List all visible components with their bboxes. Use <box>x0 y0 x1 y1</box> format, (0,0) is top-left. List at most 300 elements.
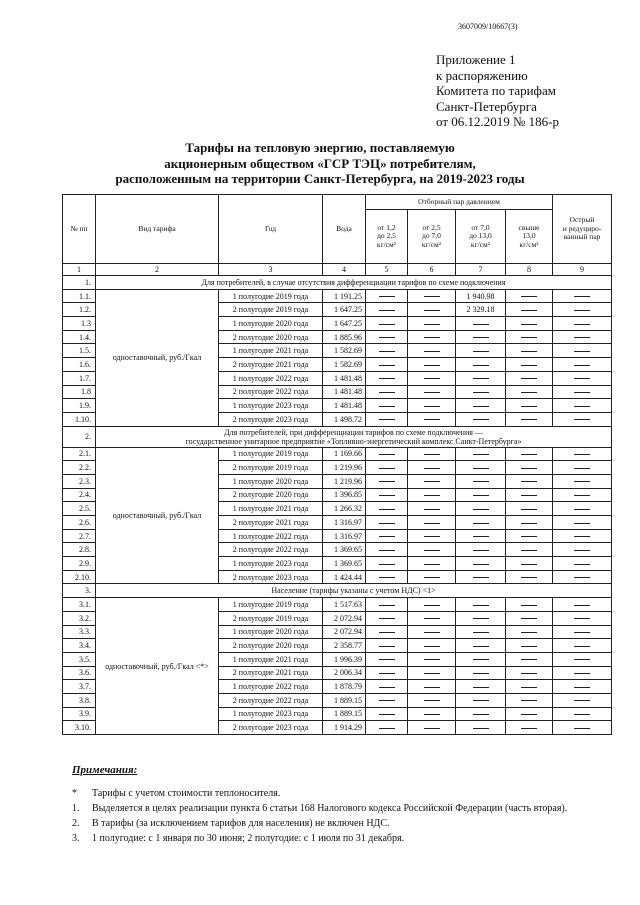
sharp-steam-value <box>553 488 612 502</box>
dash-mark <box>574 378 590 379</box>
steam-p3-value <box>456 474 506 488</box>
steam-p3-value <box>456 721 506 735</box>
row-number: 3.3. <box>63 625 96 639</box>
dash-mark <box>574 728 590 729</box>
steam-p2-value <box>408 652 456 666</box>
dash-mark <box>379 673 395 674</box>
steam-p1-value <box>366 598 408 612</box>
dash-mark <box>521 564 537 565</box>
water-value: 1 481.48 <box>323 371 366 385</box>
p-line: 13,0 <box>522 231 536 241</box>
dash-mark <box>424 351 440 352</box>
dash-mark <box>379 714 395 715</box>
steam-p1-value <box>366 652 408 666</box>
steam-p1-value <box>366 543 408 557</box>
dash-mark <box>473 564 489 565</box>
dash-mark <box>379 296 395 297</box>
water-value: 1 889.15 <box>323 707 366 721</box>
period-cell: 1 полугодие 2020 года <box>219 474 323 488</box>
water-value: 1 369.65 <box>323 543 366 557</box>
period-cell: 1 полугодие 2022 года <box>219 529 323 543</box>
steam-p2-value <box>408 598 456 612</box>
section-number: 2. <box>63 426 96 447</box>
notes-list <box>72 786 567 846</box>
water-value: 1 369.65 <box>323 557 366 571</box>
dash-mark <box>379 337 395 338</box>
steam-p2-value <box>408 516 456 530</box>
steam-p2-value <box>408 543 456 557</box>
period-cell: 1 полугодие 2019 года <box>219 598 323 612</box>
steam-p3-value <box>456 543 506 557</box>
section-heading-row <box>63 584 612 598</box>
column-number-row <box>63 264 612 276</box>
col-number: 5 <box>366 264 408 276</box>
period-cell: 2 полугодие 2022 года <box>219 693 323 707</box>
dash-mark <box>574 495 590 496</box>
dash-mark <box>574 632 590 633</box>
tariff-row <box>63 598 612 612</box>
dash-mark <box>424 523 440 524</box>
steam-p2-value <box>408 570 456 584</box>
dash-mark <box>424 632 440 633</box>
water-value: 2 072.94 <box>323 625 366 639</box>
note-item <box>72 816 567 831</box>
steam-p2-value <box>408 474 456 488</box>
period-cell: 1 полугодие 2020 года <box>219 625 323 639</box>
dash-mark <box>473 618 489 619</box>
dash-mark <box>379 550 395 551</box>
row-number: 3.8. <box>63 693 96 707</box>
sharp-steam-value <box>553 330 612 344</box>
sharp-steam-value <box>553 303 612 317</box>
steam-p4-value <box>506 666 553 680</box>
steam-p1-value <box>366 488 408 502</box>
steam-p4-value <box>506 330 553 344</box>
row-number: 2.10. <box>63 570 96 584</box>
steam-p3-value <box>456 317 506 331</box>
dash-mark <box>473 365 489 366</box>
steam-p2-value <box>408 625 456 639</box>
dash-mark <box>424 618 440 619</box>
steam-p3-value <box>456 625 506 639</box>
row-number: 1.10. <box>63 412 96 426</box>
col-number: 4 <box>323 264 366 276</box>
period-cell: 2 полугодие 2021 года <box>219 666 323 680</box>
steam-p4-value <box>506 412 553 426</box>
steam-p3-value <box>456 488 506 502</box>
water-value: 1 517.63 <box>323 598 366 612</box>
dash-mark <box>521 351 537 352</box>
dash-mark <box>379 700 395 701</box>
steam-p2-value <box>408 680 456 694</box>
steam-p2-value <box>408 385 456 399</box>
dash-mark <box>473 481 489 482</box>
steam-p4-value <box>506 625 553 639</box>
steam-p4-value <box>506 289 553 303</box>
dash-mark <box>521 687 537 688</box>
steam-p4-value <box>506 303 553 317</box>
steam-p3-value <box>456 344 506 358</box>
dash-mark <box>379 310 395 311</box>
row-number: 2.6. <box>63 516 96 530</box>
water-value: 1 498.72 <box>323 412 366 426</box>
title-line: Тарифы на тепловую энергию, поставляемую <box>185 140 455 155</box>
dash-mark <box>379 618 395 619</box>
dash-mark <box>424 728 440 729</box>
dash-mark <box>424 659 440 660</box>
section-heading-row <box>63 426 612 447</box>
steam-p3-value <box>456 652 506 666</box>
dash-mark <box>473 392 489 393</box>
sharp-steam-value <box>553 289 612 303</box>
steam-p2-value <box>408 488 456 502</box>
dash-mark <box>574 659 590 660</box>
row-number: 3.6. <box>63 666 96 680</box>
water-value: 1 878.79 <box>323 680 366 694</box>
dash-mark <box>424 700 440 701</box>
period-cell: 2 полугодие 2021 года <box>219 358 323 372</box>
steam-p1-value <box>366 721 408 735</box>
steam-p1-value <box>366 461 408 475</box>
dash-mark <box>424 481 440 482</box>
dash-mark <box>379 687 395 688</box>
dash-mark <box>424 714 440 715</box>
dash-mark <box>424 687 440 688</box>
row-number: 1.9. <box>63 399 96 413</box>
p-line: кг/см² <box>376 239 397 249</box>
dash-mark <box>574 523 590 524</box>
steam-p4-value <box>506 529 553 543</box>
tariff-kind: одноставочный, руб./Гкал <box>96 447 219 584</box>
header-sharp-line: и редуциро- <box>562 223 602 233</box>
row-number: 1.4. <box>63 330 96 344</box>
steam-p2-value <box>408 639 456 653</box>
section-heading-line: Для потребителей, при дифференциации тарифов по схеме подключения — <box>224 427 483 437</box>
dash-mark <box>521 728 537 729</box>
dash-mark <box>521 632 537 633</box>
dash-mark <box>521 509 537 510</box>
dash-mark <box>521 550 537 551</box>
period-cell: 1 полугодие 2023 года <box>219 707 323 721</box>
section-heading <box>96 426 612 447</box>
dash-mark <box>521 673 537 674</box>
steam-p4-value <box>506 488 553 502</box>
dash-mark <box>521 536 537 537</box>
dash-mark <box>574 550 590 551</box>
steam-p2-value <box>408 447 456 461</box>
document-number: 3607009/10667(3) <box>458 22 518 31</box>
row-number: 3.4. <box>63 639 96 653</box>
p-line: от 7,0 <box>471 222 490 232</box>
steam-p1-value <box>366 516 408 530</box>
dash-mark <box>424 468 440 469</box>
steam-p2-value <box>408 344 456 358</box>
steam-p4-value <box>506 358 553 372</box>
dash-mark <box>574 687 590 688</box>
dash-mark <box>379 324 395 325</box>
dash-mark <box>473 659 489 660</box>
steam-p1-value <box>366 611 408 625</box>
dash-mark <box>521 646 537 647</box>
dash-mark <box>521 714 537 715</box>
tariff-kind: одноставочный, руб./Гкал <box>96 289 219 426</box>
dash-mark <box>574 605 590 606</box>
row-number: 2.5. <box>63 502 96 516</box>
steam-p1-value <box>366 639 408 653</box>
sharp-steam-value <box>553 447 612 461</box>
steam-p1-value <box>366 289 408 303</box>
dash-mark <box>574 419 590 420</box>
appendix-block <box>436 52 559 130</box>
dash-mark <box>574 577 590 578</box>
section-number: 1. <box>63 276 96 290</box>
steam-p1-value <box>366 330 408 344</box>
tariff-table <box>62 194 612 735</box>
dash-mark <box>473 687 489 688</box>
period-cell: 1 полугодие 2019 года <box>219 289 323 303</box>
sharp-steam-value <box>553 639 612 653</box>
period-cell: 2 полугодие 2019 года <box>219 303 323 317</box>
water-value: 1 889.15 <box>323 693 366 707</box>
note-text: Тарифы с учетом стоимости теплоносителя. <box>92 788 281 799</box>
note-item <box>72 831 567 846</box>
steam-p3-value <box>456 666 506 680</box>
row-number: 1.5. <box>63 344 96 358</box>
steam-p3-value <box>456 557 506 571</box>
steam-p2-value <box>408 461 456 475</box>
dash-mark <box>473 523 489 524</box>
steam-p2-value <box>408 529 456 543</box>
row-number: 1.7. <box>63 371 96 385</box>
steam-p3-value <box>456 707 506 721</box>
dash-mark <box>574 564 590 565</box>
note-text: 1 полугодие: с 1 января по 30 июня; 2 полугодие: с 1 июля по 31 декабря. <box>92 833 405 844</box>
p-line: кг/см² <box>421 239 442 249</box>
section-number: 3. <box>63 584 96 598</box>
water-value: 1 996.39 <box>323 652 366 666</box>
steam-p2-value <box>408 693 456 707</box>
steam-p3-value: 1 940.98 <box>456 289 506 303</box>
dash-mark <box>574 310 590 311</box>
steam-p2-value <box>408 666 456 680</box>
water-value: 1 219.96 <box>323 474 366 488</box>
note-text: Выделяется в целях реализации пункта 6 статьи 168 Налогового кодекса Российской Федерации (часть вторая). <box>92 803 568 814</box>
dash-mark <box>379 406 395 407</box>
dash-mark <box>521 365 537 366</box>
steam-p2-value <box>408 289 456 303</box>
water-value: 1 316.97 <box>323 516 366 530</box>
period-cell: 1 полугодие 2021 года <box>219 344 323 358</box>
steam-p3-value <box>456 399 506 413</box>
dash-mark <box>424 392 440 393</box>
appendix-line: Приложение 1 <box>436 52 516 67</box>
steam-p3-value <box>456 371 506 385</box>
dash-mark <box>473 577 489 578</box>
row-number: 3.1. <box>63 598 96 612</box>
dash-mark <box>521 700 537 701</box>
dash-mark <box>473 700 489 701</box>
dash-mark <box>521 406 537 407</box>
dash-mark <box>379 605 395 606</box>
sharp-steam-value <box>553 570 612 584</box>
water-value: 1 481.48 <box>323 399 366 413</box>
period-cell: 2 полугодие 2023 года <box>219 570 323 584</box>
dash-mark <box>424 419 440 420</box>
row-number: 1.2. <box>63 303 96 317</box>
steam-p2-value <box>408 557 456 571</box>
dash-mark <box>424 550 440 551</box>
dash-mark <box>473 468 489 469</box>
water-value: 1 191.25 <box>323 289 366 303</box>
steam-p3-value: 2 329.18 <box>456 303 506 317</box>
dash-mark <box>379 564 395 565</box>
water-value: 1 914.29 <box>323 721 366 735</box>
period-cell: 1 полугодие 2022 года <box>219 371 323 385</box>
sharp-steam-value <box>553 598 612 612</box>
dash-mark <box>379 378 395 379</box>
steam-p1-value <box>366 502 408 516</box>
tariff-kind: одноставочный, руб./Гкал <*> <box>96 598 219 735</box>
sharp-steam-value <box>553 385 612 399</box>
col-number: 2 <box>96 264 219 276</box>
header-p1 <box>366 210 408 264</box>
sharp-steam-value <box>553 693 612 707</box>
note-mark: 2. <box>72 818 80 829</box>
p-line: свыше <box>518 222 540 232</box>
note-text: В тарифы (за исключением тарифов для населения) не включен НДС. <box>92 818 390 829</box>
note-mark: 3. <box>72 833 80 844</box>
steam-p2-value <box>408 330 456 344</box>
dash-mark <box>424 509 440 510</box>
col-number: 9 <box>553 264 612 276</box>
row-number: 2.7. <box>63 529 96 543</box>
dash-mark <box>473 454 489 455</box>
dash-mark <box>574 714 590 715</box>
steam-p2-value <box>408 502 456 516</box>
sharp-steam-value <box>553 611 612 625</box>
dash-mark <box>521 605 537 606</box>
dash-mark <box>521 495 537 496</box>
dash-mark <box>574 481 590 482</box>
water-value: 1 424.44 <box>323 570 366 584</box>
period-cell: 1 полугодие 2019 года <box>219 447 323 461</box>
steam-p3-value <box>456 516 506 530</box>
appendix-line: от 06.12.2019 № 186-р <box>436 114 559 129</box>
steam-p3-value <box>456 330 506 344</box>
steam-p2-value <box>408 721 456 735</box>
steam-p1-value <box>366 707 408 721</box>
steam-p4-value <box>506 721 553 735</box>
dash-mark <box>424 310 440 311</box>
steam-p2-value <box>408 303 456 317</box>
dash-mark <box>473 632 489 633</box>
dash-mark <box>379 419 395 420</box>
steam-p3-value <box>456 639 506 653</box>
row-number: 3.10. <box>63 721 96 735</box>
section-heading-line: государственное унитарное предприятие «Топливно-энергетический комплекс Санкт-Петербурга» <box>185 436 522 446</box>
dash-mark <box>473 378 489 379</box>
steam-p3-value <box>456 611 506 625</box>
water-value: 1 266.32 <box>323 502 366 516</box>
period-cell: 2 полугодие 2023 года <box>219 721 323 735</box>
steam-p1-value <box>366 666 408 680</box>
water-value: 1 885.96 <box>323 330 366 344</box>
dash-mark <box>521 618 537 619</box>
steam-p1-value <box>366 358 408 372</box>
dash-mark <box>574 468 590 469</box>
steam-p3-value <box>456 680 506 694</box>
dash-mark <box>473 337 489 338</box>
header-sharp-line: ванный пар <box>563 232 601 242</box>
sharp-steam-value <box>553 666 612 680</box>
water-value: 1 647.25 <box>323 303 366 317</box>
period-cell: 2 полугодие 2020 года <box>219 330 323 344</box>
dash-mark <box>574 536 590 537</box>
header-year: Год <box>219 195 323 264</box>
dash-mark <box>574 509 590 510</box>
steam-p3-value <box>456 529 506 543</box>
steam-p3-value <box>456 447 506 461</box>
dash-mark <box>521 419 537 420</box>
sharp-steam-value <box>553 371 612 385</box>
dash-mark <box>424 673 440 674</box>
steam-p2-value <box>408 317 456 331</box>
dash-mark <box>379 509 395 510</box>
sharp-steam-value <box>553 399 612 413</box>
p-line: от 1,2 <box>377 222 396 232</box>
dash-mark <box>473 714 489 715</box>
col-number: 7 <box>456 264 506 276</box>
steam-p2-value <box>408 399 456 413</box>
col-number: 6 <box>408 264 456 276</box>
steam-p3-value <box>456 570 506 584</box>
dash-mark <box>379 392 395 393</box>
appendix-line: Санкт-Петербурга <box>436 98 537 114</box>
steam-p1-value <box>366 303 408 317</box>
sharp-steam-value <box>553 317 612 331</box>
dash-mark <box>379 577 395 578</box>
dash-mark <box>574 296 590 297</box>
steam-p1-value <box>366 371 408 385</box>
steam-p1-value <box>366 474 408 488</box>
water-value: 2 072.94 <box>323 611 366 625</box>
col-number: 3 <box>219 264 323 276</box>
dash-mark <box>521 378 537 379</box>
steam-p4-value <box>506 557 553 571</box>
sharp-steam-value <box>553 358 612 372</box>
dash-mark <box>521 310 537 311</box>
steam-p3-value <box>456 412 506 426</box>
dash-mark <box>424 365 440 366</box>
period-cell: 1 полугодие 2020 года <box>219 317 323 331</box>
dash-mark <box>574 646 590 647</box>
appendix-line: Комитета по тарифам <box>436 83 556 98</box>
dash-mark <box>473 495 489 496</box>
sharp-steam-value <box>553 707 612 721</box>
row-number: 2.3. <box>63 474 96 488</box>
steam-p4-value <box>506 707 553 721</box>
steam-p3-value <box>456 598 506 612</box>
water-value: 1 582.69 <box>323 344 366 358</box>
dash-mark <box>379 728 395 729</box>
dash-mark <box>574 337 590 338</box>
dash-mark <box>473 536 489 537</box>
section-heading-row <box>63 276 612 290</box>
dash-mark <box>379 659 395 660</box>
dash-mark <box>473 406 489 407</box>
period-cell: 2 полугодие 2020 года <box>219 639 323 653</box>
sharp-steam-value <box>553 652 612 666</box>
